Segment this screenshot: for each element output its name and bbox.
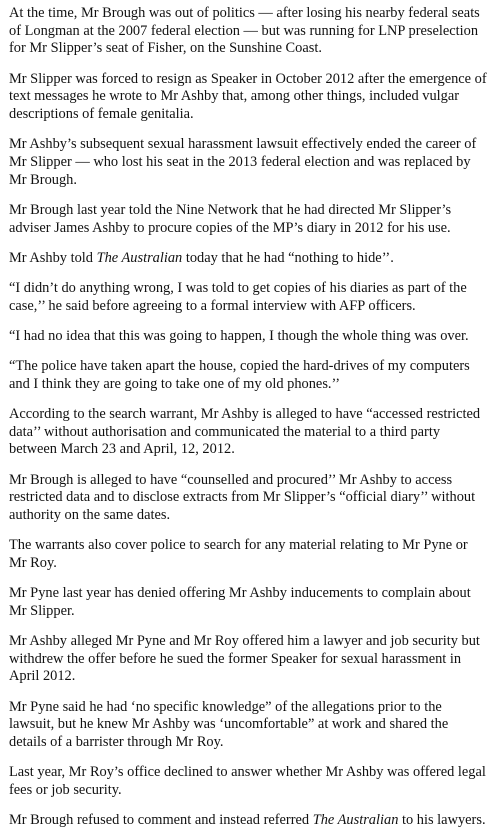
- paragraph-text: Mr Brough last year told the Nine Network that he had directed Mr Slipper’s adviser James Ashby to procure copies of the MP’s diary in 2012 for his use.: [9, 201, 452, 236]
- article-body: [9, 5, 488, 830]
- paragraph-text: Last year, Mr Roy’s office declined to answer whether Mr Ashby was offered legal fees or job security.: [9, 764, 486, 798]
- paragraph-9: [9, 406, 488, 459]
- paragraph-text: “I didn’t do anything wrong, I was told to get copies of his diaries as part of the case,’’ he said before agreeing to a formal interview with AFP officers.: [9, 279, 467, 314]
- paragraph-13: [9, 633, 488, 686]
- paragraph-8: [9, 358, 488, 393]
- paragraph-text: to his lawyers.: [398, 812, 486, 829]
- paragraph-16: [9, 812, 488, 830]
- paragraph-text: Mr Pyne said he had ‘no specific knowledge” of the allegations prior to the lawsuit, but he knew Mr Ashby was ‘uncomfortable” at work and shared the details of a barrister through Mr Roy.: [9, 698, 449, 750]
- paragraph-1: [9, 5, 488, 58]
- publication-name: The Australian: [96, 249, 183, 266]
- paragraph-10: [9, 472, 488, 525]
- paragraph-7: [9, 328, 488, 346]
- paragraph-text: The warrants also cover police to search for any material relating to Mr Pyne or Mr Roy.: [9, 537, 468, 571]
- paragraph-text: “The police have taken apart the house, copied the hard-drives of my computers and I think they are going to take one of my old phones.’’: [9, 358, 470, 392]
- paragraph-text: Mr Ashby alleged Mr Pyne and Mr Roy offered him a lawyer and job security but withdrew the offer before he sued the former Speaker for sexual harassment in April 2012.: [9, 632, 480, 685]
- paragraph-text: According to the search warrant, Mr Ashby is alleged to have “accessed restricted data’’ without authorisation and communicated the material to a third party between March 23 and April, 12, 2012.: [9, 405, 481, 458]
- paragraph-6: [9, 280, 488, 315]
- paragraph-15: [9, 764, 488, 799]
- paragraph-text: Mr Brough is alleged to have “counselled and procured’’ Mr Ashby to access restricted data and to disclose extracts from Mr Slipper’s “official diary’’ without authority on the same dates.: [9, 471, 476, 523]
- paragraph-text: Mr Pyne last year has denied offering Mr Ashby inducements to complain about Mr Slipper.: [9, 585, 471, 619]
- paragraph-4: [9, 202, 488, 237]
- paragraph-text: Mr Brough refused to comment and instead referred: [9, 812, 313, 829]
- paragraph-text: At the time, Mr Brough was out of politics — after losing his nearby federal seats of Longman at the 2007 federal election — but was running for LNP preselection for Mr Slipper’s seat of Fisher, on the Sunshine Coast.: [9, 5, 480, 57]
- paragraph-text: Mr Ashby told: [9, 249, 97, 266]
- paragraph-14: [9, 699, 488, 752]
- paragraph-text: Mr Ashby’s subsequent sexual harassment lawsuit effectively ended the career of Mr Slipper — who lost his seat in the 2013 federal election and was replaced by Mr Brough.: [9, 136, 477, 188]
- paragraph-text: Mr Slipper was forced to resign as Speaker in October 2012 after the emergence of text messages he wrote to Mr Ashby that, among other things, included vulgar descriptions of female genitalia.: [9, 70, 487, 123]
- paragraph-text: today that he had “nothing to hide’’.: [182, 249, 394, 266]
- paragraph-2: [9, 71, 488, 124]
- publication-name: The Australian: [312, 812, 399, 829]
- paragraph-5: [9, 250, 488, 268]
- paragraph-text: “I had no idea that this was going to happen, I though the whole thing was over.: [9, 327, 469, 344]
- paragraph-3: [9, 136, 488, 189]
- paragraph-12: [9, 585, 488, 620]
- paragraph-11: [9, 537, 488, 572]
